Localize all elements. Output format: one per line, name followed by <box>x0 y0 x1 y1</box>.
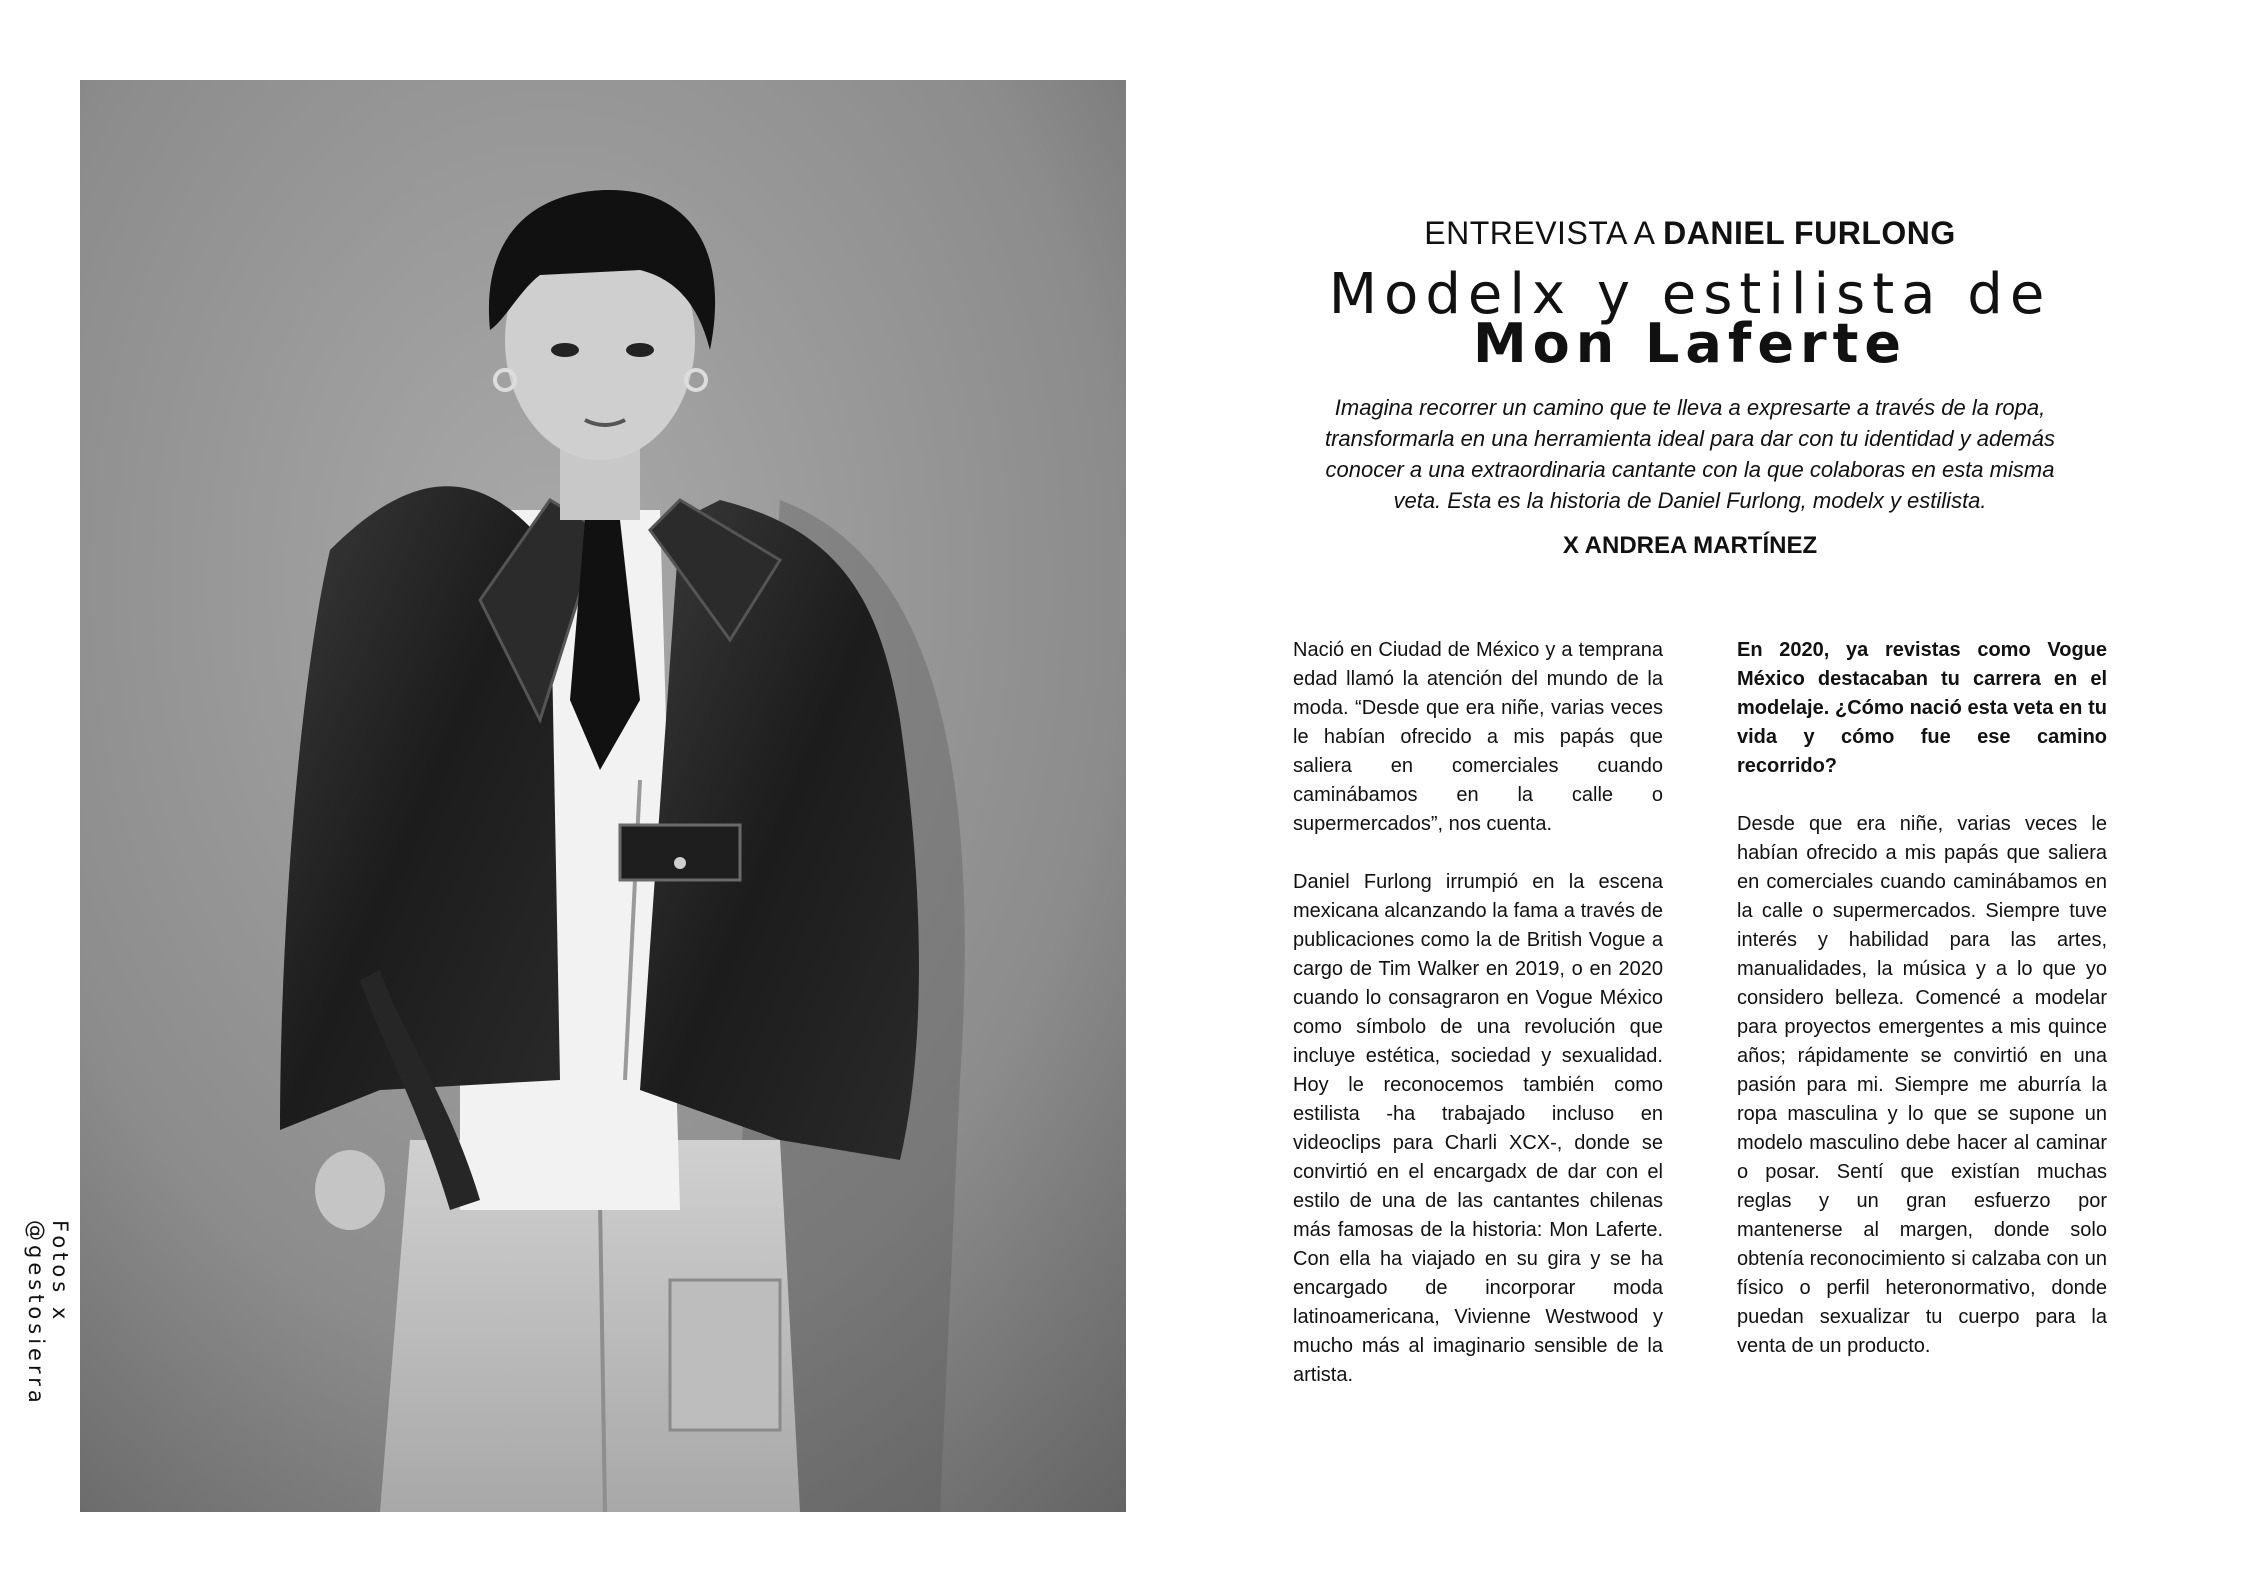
photo-credit: Fotos x @gestosierra <box>24 1220 72 1407</box>
article-title-line1: Modelx y estilista de <box>1328 262 2052 327</box>
portrait-photo <box>80 80 1126 1512</box>
portrait-illustration <box>80 80 1126 1512</box>
interview-answer: Desde que era niñe, varias veces le habían ofrecido a mis papás que saliera en comerciales cuando caminábamos en la calle o supermercados. Siempre tuve interés y habilidad para las artes, manualidades, la música y a lo que yo considero belleza. Comencé a modelar para proyectos emergentes a mis quince años; rápidamente se convirtió en una pasión para mi. Siempre me aburría la ropa masculina y lo que se supone un modelo masculino debe hacer al caminar o posar. Sentí que existían muchas reglas y un gran esfuerzo por mantenerse al margen, donde solo obtenía reconocimiento si calzaba con un físico o perfil heteronormativo, donde puedan sexualizar tu cuerpo para la venta de un producto. <box>1737 813 2107 1357</box>
article-byline: X ANDREA MARTÍNEZ <box>1562 532 1818 559</box>
column1-paragraph-1: Nació en Ciudad de México y a temprana edad llamó la atención del mundo de la moda. “Desde que era niñe, varias veces le habían ofrecido a mis papás que saliera en comerciales cuando caminábamos en la calle o supermercados”, nos cuenta. <box>1293 639 1663 835</box>
kicker-name: DANIEL FURLONG <box>1663 215 1956 251</box>
body-column-1 <box>1293 636 1663 1419</box>
kicker-prefix: ENTREVISTA A <box>1424 215 1664 251</box>
body-column-2 <box>1737 636 2107 1390</box>
article-kicker <box>1260 215 2120 252</box>
column1-paragraph-2: Daniel Furlong irrumpió en la escena mexicana alcanzando la fama a través de publicaciones como la de British Vogue a cargo de Tim Walker en 2019, o en 2020 cuando lo consagraron en Vogue México como símbolo de una revolución que incluye estética, sociedad y sexualidad. Hoy le reconocemos también como estilista -ha trabajado incluso en videoclips para Charli XCX-, donde se convirtió en el encargadx de dar con el estilo de una de las cantantes chilenas más famosas de la historia: Mon Laferte. Con ella ha viajado en su gira y se ha encargado de incorporar moda latinoamericana, Vivienne Westwood y mucho más al imaginario sensible de la artista. <box>1293 871 1663 1386</box>
interview-question: En 2020, ya revistas como Vogue México destacaban tu carrera en el modelaje. ¿Cómo nació esta veta en tu vida y cómo fue ese camino recorrido? <box>1737 639 2107 777</box>
article-title-line2: Mon Laferte <box>1472 312 1908 375</box>
article-lede: Imagina recorrer un camino que te lleva a expresarte a través de la ropa, transformarla en una herramienta ideal para dar con tu identidad y además conocer a una extraordinaria cantante con la que colaboras en esta misma veta. Esta es la historia de Daniel Furlong, modelx y estilista. <box>1324 395 2056 513</box>
